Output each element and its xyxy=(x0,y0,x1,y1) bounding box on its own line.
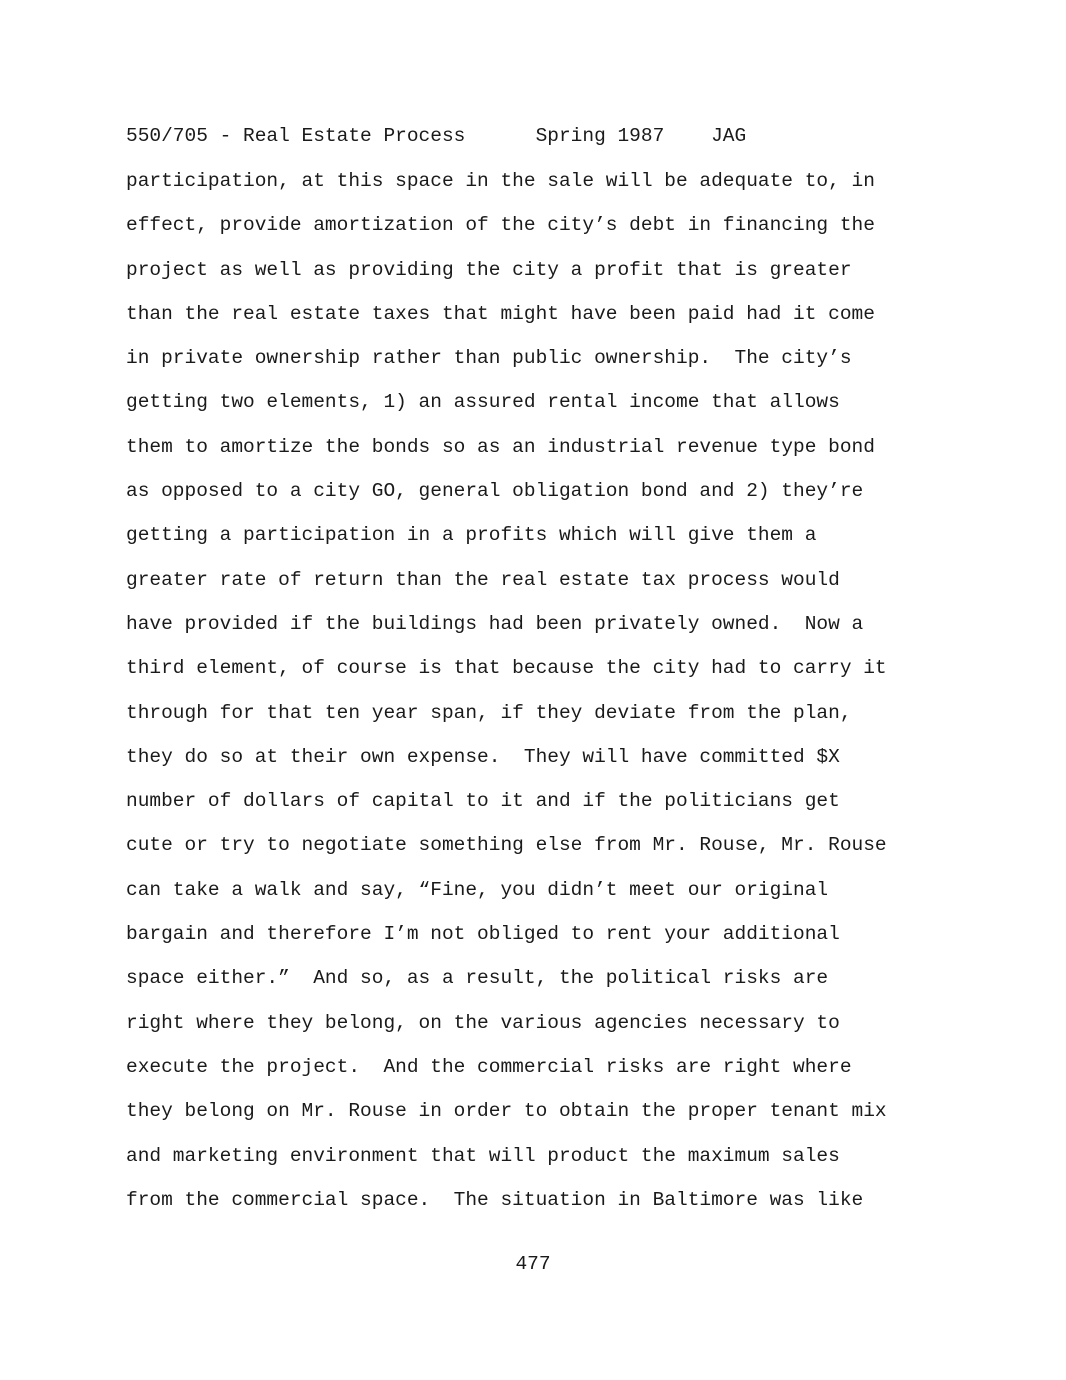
text-line: right where they belong, on the various agencies necessary to xyxy=(126,1011,840,1034)
text-line: space either.” And so, as a result, the political risks are xyxy=(126,967,829,990)
text-line: project as well as providing the city a profit that is greater xyxy=(126,258,852,281)
text-line: they do so at their own expense. They will have committed $X xyxy=(126,745,840,768)
text-line: greater rate of return than the real estate tax process would xyxy=(126,568,840,591)
text-line: can take a walk and say, “Fine, you didn’t meet our original xyxy=(126,878,829,901)
text-line: cute or try to negotiate something else from Mr. Rouse, Mr. Rouse xyxy=(126,834,887,857)
text-line: number of dollars of capital to it and if the politicians get xyxy=(126,790,840,813)
text-line: than the real estate taxes that might have been paid had it come xyxy=(126,302,875,325)
text-line: participation, at this space in the sale will be adequate to, in xyxy=(126,170,875,192)
page-header: 550/705 - Real Estate Process Spring 1987 JAG xyxy=(126,125,747,147)
page-number: 477 xyxy=(515,1253,551,1275)
text-line: execute the project. And the commercial risks are right where xyxy=(126,1055,852,1078)
text-line: through for that ten year span, if they deviate from the plan, xyxy=(126,701,852,724)
text-line: bargain and therefore I’m not obliged to rent your additional xyxy=(126,923,840,946)
text-line: getting two elements, 1) an assured rental income that allows xyxy=(126,391,840,414)
text-line: have provided if the buildings had been privately owned. Now a xyxy=(126,612,864,635)
text-line: effect, provide amortization of the city’s debt in financing the xyxy=(126,214,875,237)
body-text xyxy=(126,169,986,1232)
text-line: they belong on Mr. Rouse in order to obtain the proper tenant mix xyxy=(126,1100,887,1123)
text-line: getting a participation in a profits which will give them a xyxy=(126,524,817,547)
text-line: from the commercial space. The situation in Baltimore was like xyxy=(126,1188,864,1211)
text-line: and marketing environment that will product the maximum sales xyxy=(126,1144,840,1167)
text-line: in private ownership rather than public ownership. The city’s xyxy=(126,347,852,370)
text-line: third element, of course is that because the city had to carry it xyxy=(126,657,887,680)
text-line: as opposed to a city GO, general obligation bond and 2) they’re xyxy=(126,480,864,503)
text-line: them to amortize the bonds so as an industrial revenue type bond xyxy=(126,435,875,458)
